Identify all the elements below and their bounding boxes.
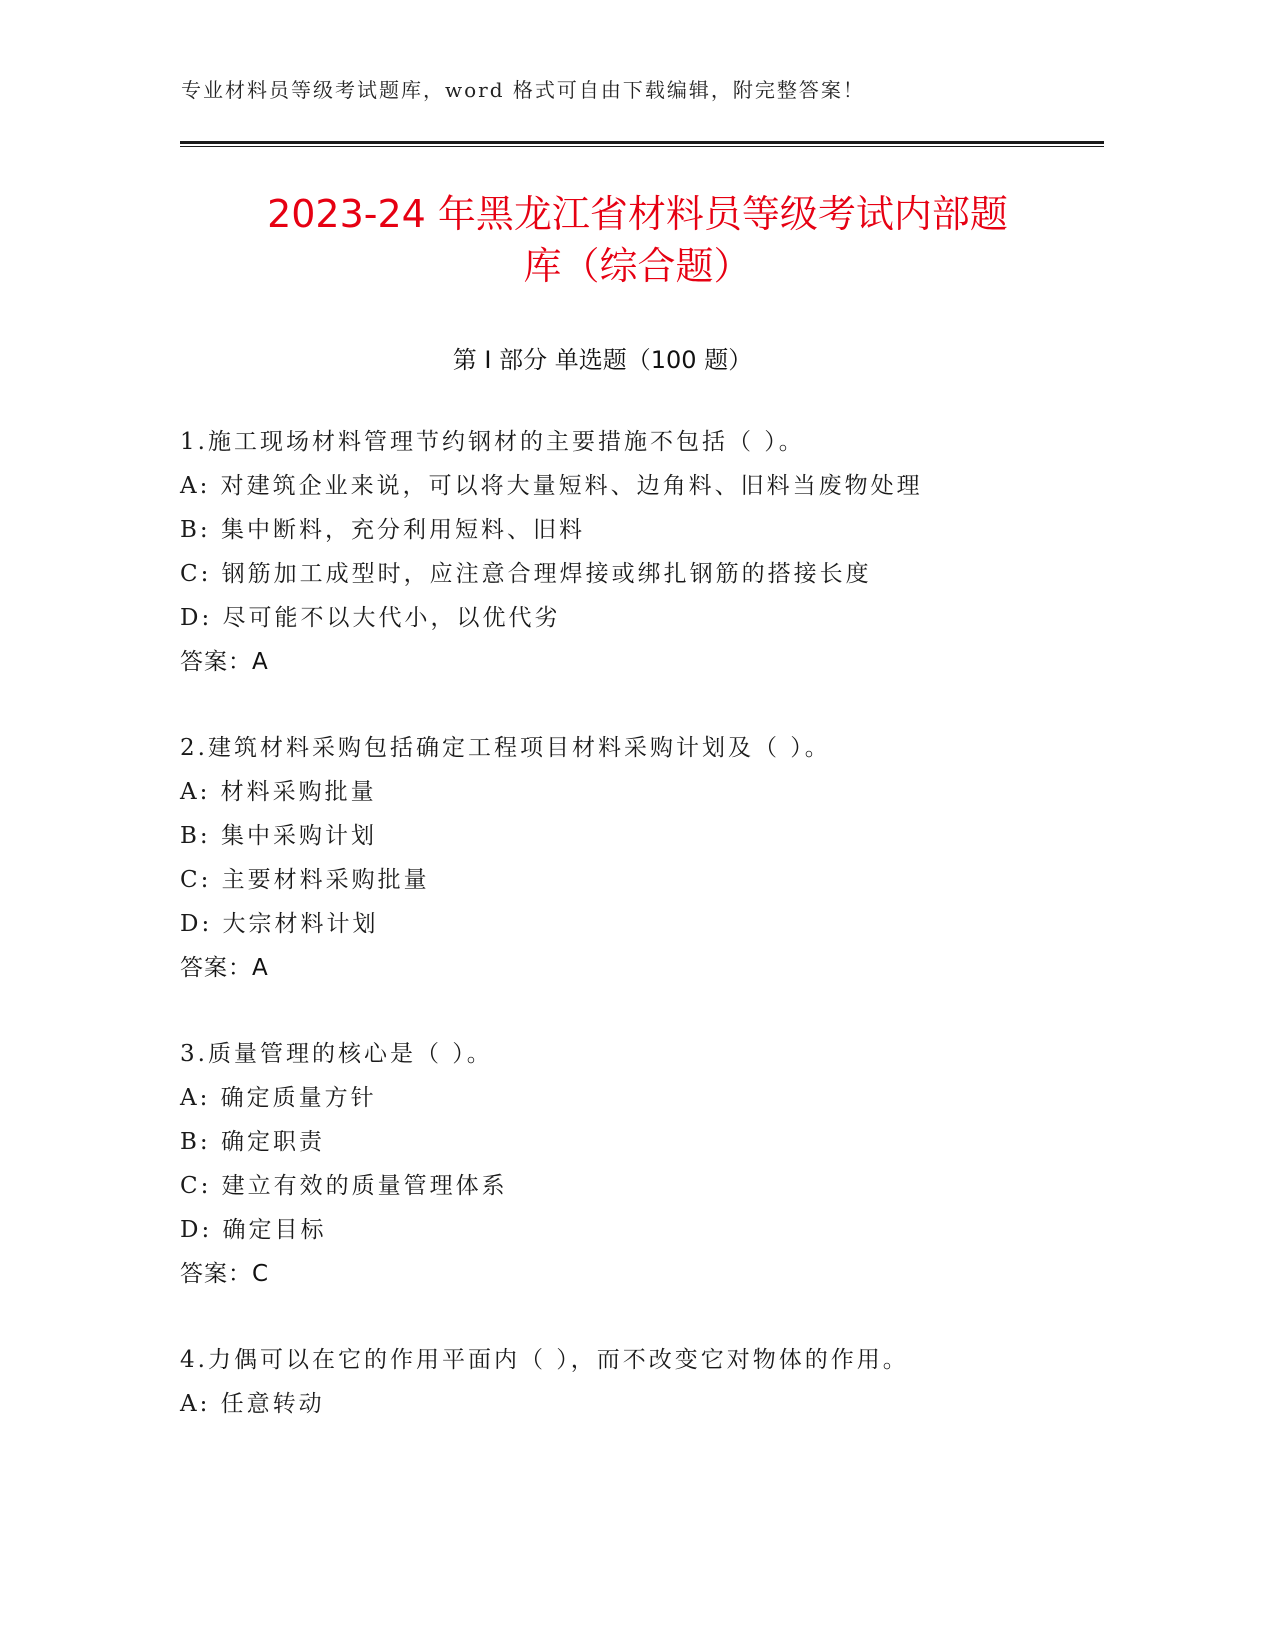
section-title: 第 I 部分 单选题（100 题） [452,346,753,374]
option-b: B: 集中断料，充分利用短料、旧料 [180,517,585,543]
question-stem: 1.施工现场材料管理节约钢材的主要措施不包括（ ）。 [180,429,805,455]
document-title [150,188,1125,292]
option-b: B: 集中采购计划 [180,823,377,849]
option-a: A: 材料采购批量 [180,779,377,805]
question-list [180,420,1110,1468]
question-4 [180,1338,1110,1426]
option-a: A: 对建筑企业来说，可以将大量短料、边角料、旧料当废物处理 [180,473,923,499]
question-stem: 3.质量管理的核心是（ ）。 [180,1041,493,1067]
header-rule-thin [180,146,1104,147]
answer: 答案：A [180,649,269,675]
option-c: C: 主要材料采购批量 [180,867,430,893]
option-d: D: 大宗材料计划 [180,911,379,937]
question-2 [180,726,1110,990]
question-1 [180,420,1110,684]
header-rule-thick [180,141,1104,144]
document-title-line1: 2023-24 年黑龙江省材料员等级考试内部题 [267,192,1008,236]
header-note: 专业材料员等级考试题库，word 格式可自由下载编辑，附完整答案！ [181,78,865,102]
question-stem: 4.力偶可以在它的作用平面内（ ），而不改变它对物体的作用。 [180,1347,909,1373]
option-d: D: 确定目标 [180,1217,327,1243]
option-c: C: 钢筋加工成型时，应注意合理焊接或绑扎钢筋的搭接长度 [180,561,872,587]
question-3 [180,1032,1110,1296]
option-a: A: 任意转动 [180,1391,325,1417]
document-title-line2: 库（综合题） [523,244,752,288]
answer: 答案：A [180,955,269,981]
option-a: A: 确定质量方针 [180,1085,377,1111]
answer: 答案：C [180,1261,270,1287]
option-d: D: 尽可能不以大代小，以优代劣 [180,605,561,631]
option-c: C: 建立有效的质量管理体系 [180,1173,508,1199]
option-b: B: 确定职责 [180,1129,325,1155]
question-stem: 2.建筑材料采购包括确定工程项目材料采购计划及（ ）。 [180,735,831,761]
